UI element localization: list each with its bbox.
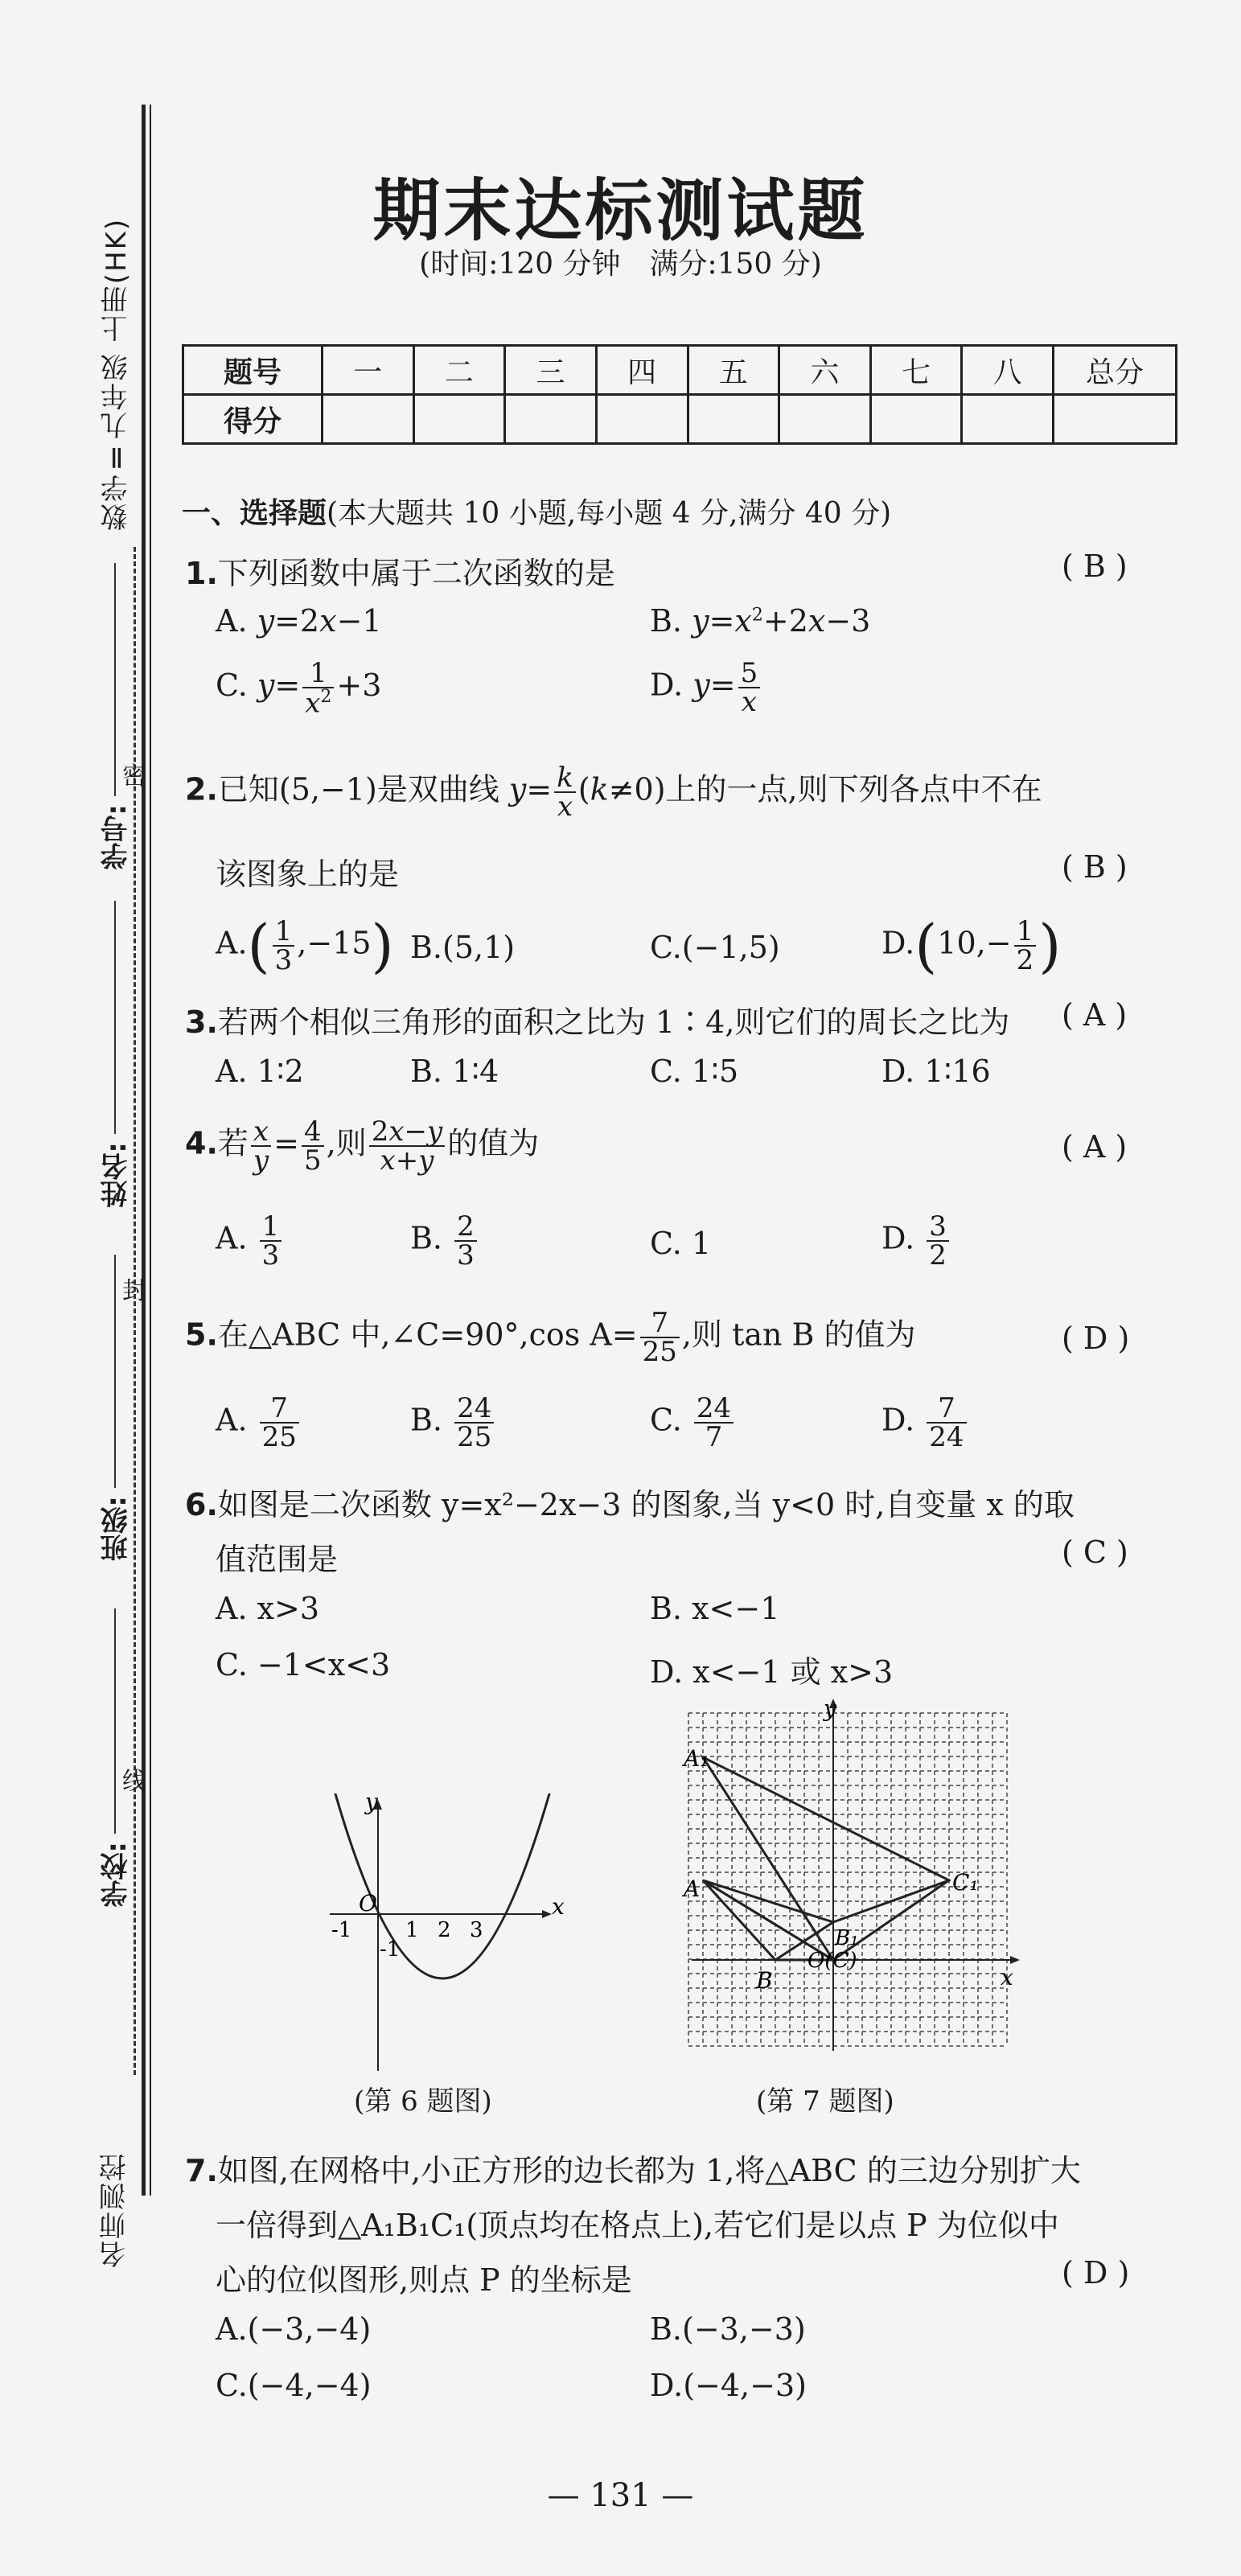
- x-axis-label: x: [552, 1893, 565, 1920]
- option-d: D. y= $\frac{5}{x}$: [650, 659, 762, 716]
- seal-char-feng: 封: [122, 1277, 146, 1305]
- origin-label: O: [359, 1890, 377, 1917]
- book-label: 数学Ⅱ九年级 上册(HK): [101, 217, 133, 531]
- option-b: B. $y=x^2+2x-3$: [650, 603, 871, 639]
- option-a: A.(−3,−4): [216, 2311, 372, 2347]
- option-letter: D.: [650, 667, 684, 703]
- option-d: D.(−4,−3): [650, 2368, 807, 2403]
- question-text: ,则: [326, 1125, 367, 1161]
- point-label-a1: A₁: [684, 1745, 709, 1772]
- seal-char-mi: 密: [122, 762, 146, 791]
- question-6-cont: 值范围是: [216, 1542, 339, 1577]
- question-text: 下列函数中属于二次函数的是: [217, 556, 615, 591]
- option-d: D. x<−1 或 x>3: [650, 1654, 894, 1690]
- brand-label: 名师测控: [99, 2152, 131, 2268]
- section-title: 一、选择题: [182, 497, 327, 530]
- section-note: (本大题共 10 小题,每小题 4 分,满分 40 分): [327, 497, 892, 530]
- binding-rule-thin: [150, 105, 151, 2196]
- question-7-cont: 一倍得到△A₁B₁C₁(顶点均在格点上),若它们是以点 P 为位似中: [216, 2208, 1059, 2243]
- question-3: [185, 997, 1009, 1041]
- answer-mark: ( D ): [1062, 1321, 1130, 1356]
- point-label-c1: C₁: [952, 1869, 979, 1896]
- question-text: 在△ABC 中,∠C=90°,cos A=: [217, 1317, 638, 1353]
- score-cell[interactable]: [596, 395, 688, 444]
- question-2: 2.已知(5,−1)是双曲线 y= $\frac{k}{x}$ (k≠0)上的一点,则下列各点中不在: [185, 762, 1042, 823]
- score-row-label: 得分: [183, 395, 323, 444]
- figure-6-parabola-graph: [314, 1793, 571, 2083]
- question-number: 1.: [185, 556, 218, 591]
- option-b: B.(5,1): [410, 930, 516, 965]
- answer-mark: ( B ): [1062, 849, 1128, 885]
- field-name-line: [114, 901, 116, 1134]
- option-b: B. x<−1: [650, 1591, 780, 1626]
- seal-char-xian: 线: [122, 1768, 146, 1796]
- option-letter: A.: [216, 603, 248, 639]
- option-a: A. 1∶2: [216, 1054, 304, 1089]
- score-col-total: 总分: [1054, 346, 1177, 395]
- field-student-id-line: [114, 563, 116, 796]
- field-class-line: [114, 1255, 116, 1488]
- answer-mark: ( A ): [1062, 1129, 1128, 1165]
- option-d: D. 1∶16: [881, 1054, 991, 1089]
- option-c: C. y= $\frac{1}{x^2}$ +3: [216, 657, 382, 720]
- option-a: A. x>3: [216, 1591, 320, 1626]
- question-number: 4.: [185, 1125, 218, 1161]
- triangle-a1b1c1: [703, 1757, 949, 1960]
- option-letter: C.: [216, 668, 248, 704]
- tick-label: 2: [438, 1918, 451, 1942]
- x-axis-arrow: [542, 1910, 552, 1918]
- question-text: ,则 tan B 的值为: [681, 1317, 916, 1353]
- exam-info: (时间:120 分钟 满分:150 分): [419, 248, 822, 281]
- question-4: 4.若 $\frac{x}{y}$ = $\frac{4}{5}$ ,则 $\frac{2x-y}{x+y}$ 的值为: [185, 1115, 540, 1177]
- field-school-line: [114, 1608, 116, 1834]
- page-title: 期末达标测试题: [372, 171, 869, 250]
- score-cell[interactable]: [505, 395, 597, 444]
- option-d: D.(10,− $\frac{1}{2}$ ): [881, 912, 1062, 980]
- point-label-a: A: [684, 1876, 701, 1902]
- question-text: 已知(5,−1)是双曲线: [217, 771, 499, 807]
- score-cell[interactable]: [1054, 395, 1177, 444]
- question-number: 6.: [185, 1487, 218, 1522]
- score-cell[interactable]: [962, 395, 1054, 444]
- score-cell[interactable]: [870, 395, 962, 444]
- option-c: C. 1: [650, 1226, 712, 1261]
- question-text: 如图是二次函数 y=x²−2x−3 的图象,当 y<0 时,自变量 x 的取: [217, 1487, 1075, 1522]
- score-header-label: 题号: [183, 346, 323, 395]
- field-name: 姓名:: [101, 1142, 133, 1208]
- option-letter: B.: [650, 603, 683, 639]
- option-b: B. $\frac{24}{25}$: [410, 1395, 496, 1451]
- question-1: [185, 548, 615, 593]
- score-table: [182, 344, 1177, 445]
- answer-mark: ( D ): [1062, 2255, 1130, 2290]
- figure-6-caption: (第 6 题图): [354, 2085, 492, 2118]
- score-col: 五: [688, 346, 779, 395]
- answer-mark: ( C ): [1062, 1535, 1128, 1570]
- x-axis-arrow: [1010, 1956, 1020, 1964]
- field-student-id: 学号:: [101, 804, 133, 870]
- score-col: 二: [413, 346, 505, 395]
- tick-label: -1: [380, 1937, 401, 1962]
- option-c: C. −1<x<3: [216, 1647, 391, 1682]
- option-c: C.(−1,5): [650, 930, 780, 965]
- question-text: 若两个相似三角形的面积之比为 1∶4,则它们的周长之比为: [217, 1005, 1010, 1040]
- question-text: 上的一点,则下列各点中不在: [665, 771, 1042, 807]
- option-b: B. 1∶4: [410, 1054, 499, 1089]
- option-b: B.(−3,−3): [650, 2311, 806, 2347]
- tick-label: 3: [470, 1918, 483, 1942]
- score-col: 三: [505, 346, 597, 395]
- option-a: A. $\frac{1}{3}$: [216, 1213, 284, 1269]
- question-6: [185, 1480, 1075, 1524]
- score-table-header-row: [183, 346, 1177, 395]
- score-col: 七: [870, 346, 962, 395]
- question-number: 3.: [185, 1005, 218, 1040]
- score-cell[interactable]: [688, 395, 779, 444]
- question-5: 5.在△ABC 中,∠C=90°,cos A= $\frac{7}{25}$ ,则 tan B 的值为: [185, 1307, 916, 1368]
- option-c: C. 1∶5: [650, 1054, 739, 1089]
- option-c: C. $\frac{24}{7}$: [650, 1395, 736, 1451]
- option-c: C.(−4,−4): [216, 2368, 372, 2403]
- binding-rule: [142, 105, 146, 2196]
- section-heading: [182, 491, 891, 532]
- score-col: 四: [596, 346, 688, 395]
- field-class: 班级:: [101, 1496, 133, 1562]
- page-number: — 131 —: [547, 2477, 694, 2514]
- figure-7-grid-diagram: [676, 1689, 1029, 2067]
- question-number: 5.: [185, 1317, 218, 1353]
- option-d: D. $\frac{7}{24}$: [881, 1395, 969, 1451]
- score-cell[interactable]: [779, 395, 871, 444]
- option-a: A. y=2x−1: [216, 603, 382, 639]
- score-table-score-row: [183, 395, 1177, 444]
- field-school: 学校:: [101, 1842, 133, 1908]
- answer-mark: ( A ): [1062, 997, 1128, 1033]
- y-axis-label: y: [365, 1793, 378, 1815]
- question-text: 如图,在网格中,小正方形的边长都为 1,将△ABC 的三边分别扩大: [217, 2153, 1081, 2188]
- question-7-cont: 心的位似图形,则点 P 的坐标是: [216, 2262, 632, 2298]
- option-d: D. $\frac{3}{2}$: [881, 1213, 951, 1269]
- point-label-o-c: O(C): [807, 1949, 857, 1973]
- tick-label: 1: [405, 1918, 419, 1942]
- answer-mark: ( B ): [1062, 548, 1128, 584]
- question-text: 的值为: [447, 1125, 540, 1161]
- parabola-curve: [333, 1793, 552, 1978]
- question-number: 2.: [185, 771, 218, 807]
- point-label-b1: B₁: [835, 1926, 859, 1950]
- score-col: 一: [323, 346, 414, 395]
- question-2-cont: 该图象上的是: [216, 857, 400, 892]
- question-number: 7.: [185, 2153, 218, 2188]
- score-cell[interactable]: [413, 395, 505, 444]
- figure-7-caption: (第 7 题图): [756, 2085, 894, 2118]
- option-b: B. $\frac{2}{3}$: [410, 1213, 479, 1269]
- point-label-b: B: [756, 1967, 773, 1994]
- option-a: A.( $\frac{1}{3}$ ,−15): [216, 912, 394, 980]
- score-col: 六: [779, 346, 871, 395]
- x-axis-label: x: [1001, 1964, 1013, 1991]
- score-col: 八: [962, 346, 1054, 395]
- score-cell[interactable]: [323, 395, 414, 444]
- y-axis-label: y: [824, 1695, 836, 1722]
- question-7: [185, 2146, 1081, 2190]
- option-a: A. $\frac{7}{25}$: [216, 1395, 302, 1451]
- tick-label: -1: [331, 1918, 352, 1942]
- question-text: 若: [217, 1125, 249, 1161]
